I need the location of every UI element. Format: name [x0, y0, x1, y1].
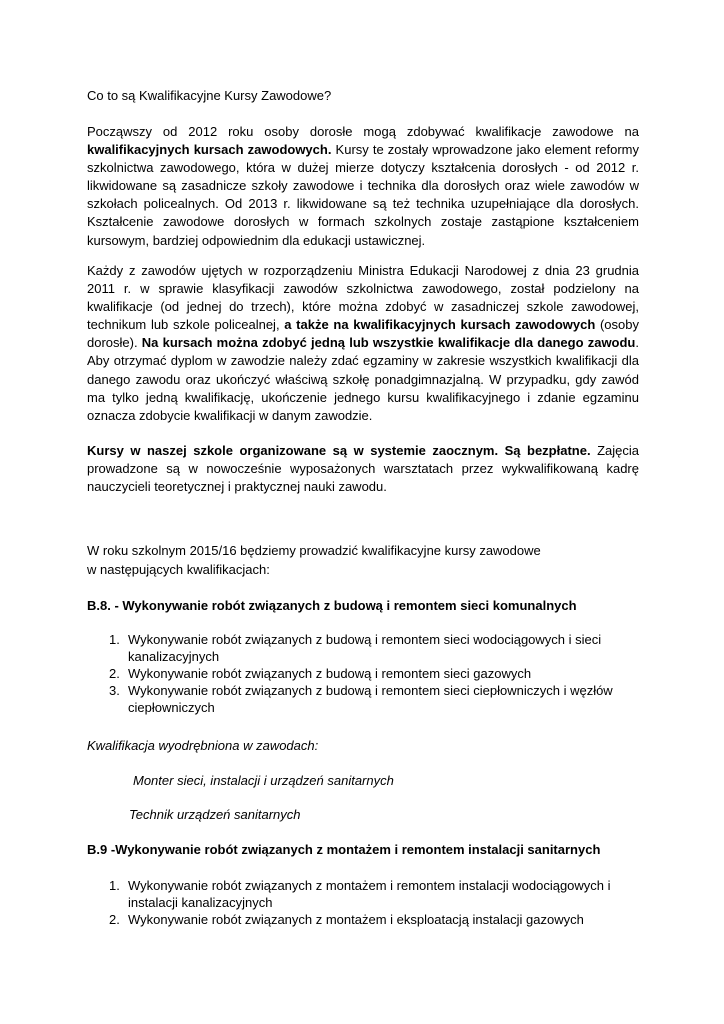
profession-item: Technik urządzeń sanitarnych — [129, 807, 301, 822]
list-item-text: Wykonywanie robót związanych z budową i remontem sieci wodociągowych i sieci kanalizacyjnych — [128, 632, 602, 664]
list-item — [0, 877, 628, 911]
paragraph-text: Każdy z zawodów ujętych w rozporządzeniu Ministra Edukacji Narodowej z dnia 23 grudnia 2011 r. w sprawie klasyfikacji zawodów szkolnictwa zawodowego, został podzielony na kwalifikacje (od jednej do trzech), które można zdobyć w zasadniczej szkole zawodowej, technikum lub szkole policealnej, — [87, 263, 639, 333]
paragraph-bold: kwalifikacyjnych kursach zawodowych. — [87, 142, 332, 158]
list-item-text: Wykonywanie robót związanych z budową i remontem sieci ciepłowniczych i węzłów ciepłowniczych — [128, 683, 613, 715]
list-item-text: Wykonywanie robót związanych z montażem i remontem instalacji wodociągowych i instalacji kanalizacyjnych — [128, 878, 611, 910]
qualification-list-b8 — [0, 631, 724, 716]
list-item-text: Wykonywanie robót związanych z montażem i eksploatacją instalacji gazowych — [128, 912, 584, 927]
section-heading-b8: B.8. - Wykonywanie robót związanych z budową i remontem sieci komunalnych — [87, 598, 577, 613]
list-item-text: Wykonywanie robót związanych z budową i remontem sieci gazowych — [128, 666, 532, 681]
list-number: 3. — [109, 683, 120, 698]
paragraph-bold: Kursy w naszej szkole organizowane są w systemie zaocznym. Są bezpłatne. — [87, 443, 591, 458]
list-item — [0, 631, 628, 665]
section-heading-b9: B.9 -Wykonywanie robót związanych z montażem i remontem instalacji sanitarnych — [87, 842, 601, 857]
list-number: 1. — [109, 632, 120, 647]
paragraph-regulation — [87, 262, 639, 425]
list-number: 2. — [109, 912, 120, 927]
page-title: Co to są Kwalifikacyjne Kursy Zawodowe? — [87, 88, 332, 103]
paragraph-text: . Aby otrzymać dyplom w zawodzie należy zdać egzaminy w zakresie wszystkich kwalifikacji dla danego zawodu oraz ukończyć właściwą szkołę ponadgimnazjalną. W przypadku, gdy zawód ma tylko jedną kwalifikację, ukończenie jednego kursu kwalifikacyjnego i zdanie egzaminu oznacza zdobycie kwalifikacji w danym zawodzie. — [87, 335, 639, 423]
paragraph-bold: Na kursach można zdobyć jedną lub wszystkie kwalifikacje dla danego zawodu — [141, 335, 636, 351]
list-item — [0, 911, 628, 928]
intro-line: W roku szkolnym 2015/16 będziemy prowadzić kwalifikacyjne kursy zawodowe — [87, 543, 541, 558]
intro-line: w następujących kwalifikacjach: — [87, 562, 270, 577]
qualification-list-b9 — [0, 877, 724, 928]
profession-item: Monter sieci, instalacji i urządzeń sanitarnych — [133, 773, 394, 788]
intro-text — [87, 541, 541, 579]
list-item — [0, 682, 628, 716]
paragraph-intro — [87, 123, 639, 250]
list-number: 2. — [109, 666, 120, 681]
paragraph-text: (osoby dorosłe). — [87, 317, 639, 351]
paragraph-bold: a także na kwalifikacyjnych kursach zawodowych — [284, 317, 596, 333]
list-number: 1. — [109, 878, 120, 893]
paragraph-courses — [87, 442, 639, 496]
paragraph-text: Kursy te zostały wprowadzone jako element reformy szkolnictwa zawodowego, która w dużej mierze dotyczy kształcenia dorosłych - od 2012 r. likwidowane są zasadnicze szkoły zawodowe i technika dla dorosłych oraz wiele zawodów w szkołach policealnych. Od 2013 r. likwidowane są też technika uzupełniające dla dorosłych. Kształcenie zawodowe dorosłych w formach szkolnych zostaje zastąpione kształceniem kursowym, bardziej odpowiednim dla edukacji ustawicznej. — [87, 142, 640, 248]
qualification-label: Kwalifikacja wyodrębniona w zawodach: — [87, 738, 319, 753]
paragraph-text: Począwszy od 2012 roku osoby dorosłe mogą zdobywać kwalifikacje zawodowe na — [87, 124, 639, 139]
list-item — [0, 665, 628, 682]
paragraph-text: Zajęcia prowadzone są w nowocześnie wyposażonych warsztatach przez wykwalifikowaną kadrę nauczycieli teoretycznej i praktycznej nauki zawodu. — [87, 443, 639, 495]
